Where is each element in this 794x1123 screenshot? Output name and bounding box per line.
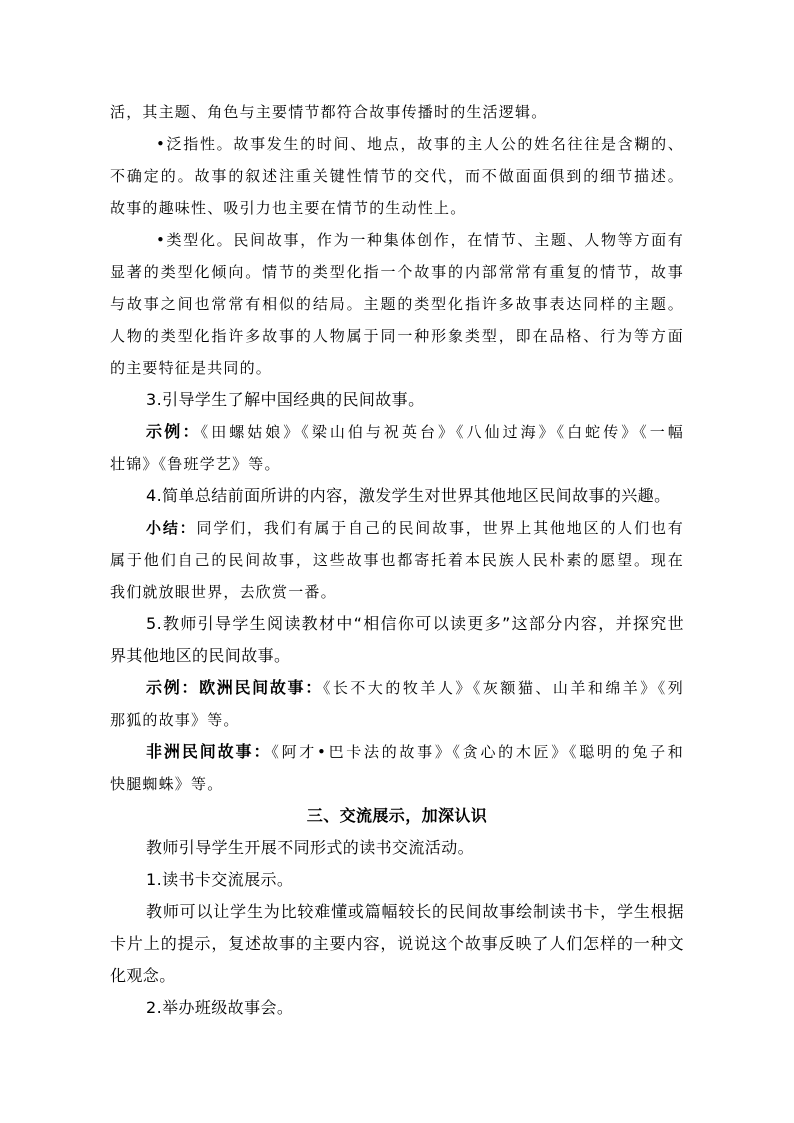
- step-5: 界其他地区的民间故事。: [110, 646, 291, 665]
- list-item: 1.读书卡交流展示。: [146, 870, 294, 889]
- step-5: 5.教师引导学生阅读教材中“相信你可以读更多”这部分内容，并探究世: [146, 614, 684, 633]
- example-line: [110, 672, 684, 704]
- summary-line: 属于他们自己的民间故事，这些故事也都寄托着本民族人民朴素的愿望。现在: [110, 551, 684, 569]
- paragraph-line: 卡片上的提示，复述故事的主要内容，说说这个故事反映了人们怎样的一种文: [110, 934, 684, 953]
- summary-text: 同学们，我们有属于自己的民间故事，世界上其他地区的人们也有: [196, 519, 684, 537]
- paragraph-line: 活，其主题、角色与主要情节都符合故事传播时的生活逻辑。: [110, 103, 548, 121]
- section-intro: 教师引导学生开展不同形式的读书交流活动。: [146, 838, 475, 857]
- step-4: 4.简单总结前面所讲的内容，激发学生对世界其他地区民间故事的兴趣。: [146, 486, 671, 505]
- example-text: 《阿才•巴卡法的故事》《贪心的木匠》《聪明的兔子和: [271, 743, 684, 761]
- example-line: 那狐的故事》等。: [110, 711, 240, 729]
- list-item: 2.举办班级故事会。: [146, 998, 294, 1017]
- section-heading: 三、交流展示，加深认识: [306, 806, 488, 825]
- paragraph-line: 与故事之间也常常有相似的结局。主题的类型化指许多故事表达同样的主题。: [110, 295, 684, 313]
- paragraph-line: 教师可以让学生为比较难懂或篇幅较长的民间故事绘制读书卡，学生根据: [146, 902, 684, 921]
- summary-line: [110, 512, 684, 544]
- example-label: 示例：: [146, 422, 201, 441]
- summary-line: 我们就放眼世界，去欣赏一番。: [110, 583, 337, 601]
- paragraph-line: •泛指性。故事发生的时间、地点，故事的主人公的姓名往往是含糊的、: [156, 135, 684, 153]
- example-label: 非洲民间故事：: [146, 742, 272, 761]
- step-3: 3.引导学生了解中国经典的民间故事。: [146, 390, 425, 409]
- example-line: [110, 416, 684, 448]
- example-line: 壮锦》《鲁班学艺》等。: [110, 455, 281, 473]
- paragraph-line: 的主要特征是共同的。: [110, 359, 273, 377]
- paragraph-line: 人物的类型化指许多故事的人物属于同一种形象类型，即在品格、行为等方面: [110, 327, 684, 345]
- example-label: 示例：欧洲民间故事：: [146, 678, 323, 697]
- paragraph-line: 不确定的。故事的叙述注重关键性情节的交代，而不做面面俱到的细节描述。: [110, 167, 684, 185]
- example-line: [110, 736, 684, 768]
- paragraph-line: •类型化。民间故事，作为一种集体创作，在情节、主题、人物等方面有: [156, 231, 684, 249]
- example-text: 《长不大的牧羊人》《灰额猫、山羊和绵羊》《列: [322, 679, 684, 697]
- paragraph-line: 故事的趣味性、吸引力也主要在情节的生动性上。: [110, 199, 467, 217]
- example-text: 《田螺姑娘》《梁山伯与祝英台》《八仙过海》《白蛇传》《一幅: [200, 423, 684, 441]
- example-line: 快腿蜘蛛》等。: [110, 775, 224, 793]
- paragraph-line: 显著的类型化倾向。情节的类型化指一个故事的内部常常有重复的情节，故事: [110, 263, 684, 281]
- summary-label: 小结：: [146, 519, 197, 537]
- paragraph-line: 化观念。: [110, 966, 176, 985]
